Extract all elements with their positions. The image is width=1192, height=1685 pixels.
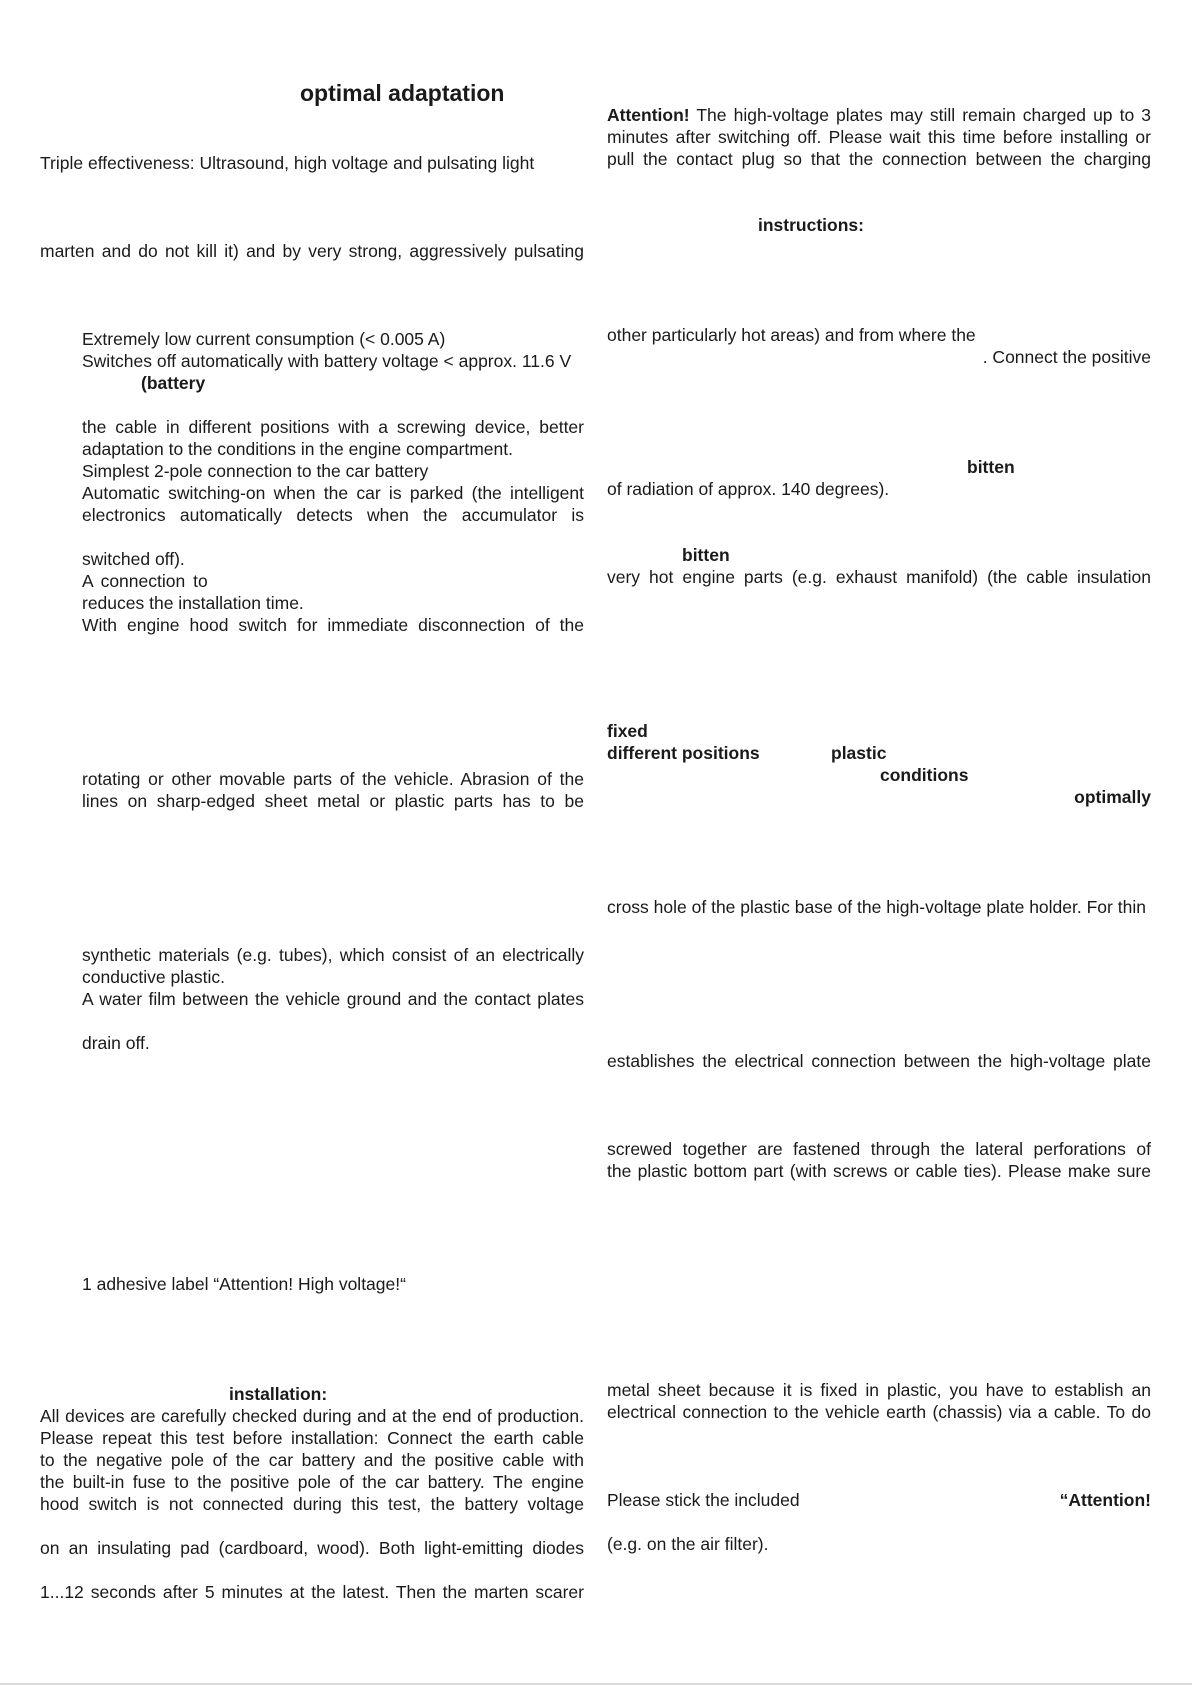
attention-quote-word: “Attention! <box>1059 1490 1151 1510</box>
hot-areas-line: other particularly hot areas) and from where the <box>607 325 976 345</box>
feature-cable-2: adaptation to the conditions in the engine compartment. <box>82 439 513 459</box>
feature-hood: With engine hood switch for immediate disconnection of the <box>82 615 584 635</box>
optimally-word: optimally <box>1074 787 1151 807</box>
installation-heading: installation: <box>229 1384 328 1404</box>
feature-auto-1: Automatic switching-on when the car is parked (the intelligent <box>82 483 584 503</box>
triple-effectiveness-line: Triple effectiveness: Ultrasound, high voltage and pulsating light <box>40 153 535 173</box>
air-filter-line: (e.g. on the air filter). <box>607 1534 769 1554</box>
feature-switched-off: switched off). <box>82 549 185 569</box>
installation-line-6: on an insulating pad (cardboard, wood). Both light-emitting diodes <box>40 1538 584 1558</box>
installation-line-3: to the negative pole of the car battery and the positive cable with <box>40 1450 584 1470</box>
feature-auto-2: electronics automatically detects when the accumulator is <box>82 505 584 525</box>
bitten-word-2: bitten <box>682 545 730 565</box>
fixed-word: fixed <box>607 721 648 741</box>
attention-line-2: minutes after switching off. Please wait this time before installing or <box>607 127 1151 147</box>
establishes-line: establishes the electrical connection between the high-voltage plate <box>607 1051 1151 1071</box>
installation-line-2: Please repeat this test before installation: Connect the earth cable <box>40 1428 584 1448</box>
synthetic-line-2: conductive plastic. <box>82 967 225 987</box>
connect-positive-line: . Connect the positive <box>982 347 1151 367</box>
installation-line-7: 1...12 seconds after 5 minutes at the latest. Then the marten scarer <box>40 1582 584 1602</box>
synthetic-line-1: synthetic materials (e.g. tubes), which consist of an electrically <box>82 945 584 965</box>
metal-sheet-line-1: metal sheet because it is fixed in plastic, you have to establish an <box>607 1380 1151 1400</box>
screwed-line-2: the plastic bottom part (with screws or cable ties). Please make sure <box>607 1161 1151 1181</box>
screwed-line-1: screwed together are fastened through the lateral perforations of <box>607 1139 1151 1159</box>
attention-line-1 <box>607 104 1151 126</box>
drain-line: drain off. <box>82 1033 150 1053</box>
section-title: optimal adaptation <box>300 80 505 106</box>
attention-text: The high-voltage plates may still remain charged up to 3 <box>689 105 1151 125</box>
installation-line-4: the built-in fuse to the positive pole of the car battery. The engine <box>40 1472 584 1492</box>
attention-bold: Attention! <box>607 105 690 125</box>
adhesive-label-line: 1 adhesive label “Attention! High voltage!“ <box>82 1274 406 1294</box>
radiation-line: of radiation of approx. 140 degrees). <box>607 479 890 499</box>
rotating-line-1: rotating or other movable parts of the vehicle. Abrasion of the <box>82 769 584 789</box>
marten-line: marten and do not kill it) and by very strong, aggressively pulsating <box>40 241 584 261</box>
stick-label-line: Please stick the included <box>607 1490 800 1510</box>
bitten-word-1: bitten <box>967 457 1015 477</box>
installation-line-5: hood switch is not connected during this test, the battery voltage <box>40 1494 584 1514</box>
feature-simplest: Simplest 2-pole connection to the car battery <box>82 461 429 481</box>
feature-a-connection: A connection to <box>82 571 208 591</box>
water-line: A water film between the vehicle ground and the contact plates <box>82 989 584 1009</box>
attention-line-3: pull the contact plug so that the connection between the charging <box>607 149 1151 169</box>
different-positions-word: different positions <box>607 743 760 763</box>
feature-battery: (battery <box>141 373 206 393</box>
rotating-line-2: lines on sharp-edged sheet metal or plastic parts has to be <box>82 791 584 811</box>
metal-sheet-line-2: electrical connection to the vehicle earth (chassis) via a cable. To do <box>607 1402 1151 1422</box>
feature-reduces: reduces the installation time. <box>82 593 304 613</box>
very-hot-line: very hot engine parts (e.g. exhaust manifold) (the cable insulation <box>607 567 1151 587</box>
plastic-word: plastic <box>831 743 887 763</box>
instructions-heading: instructions: <box>758 215 864 235</box>
conditions-word: conditions <box>880 765 969 785</box>
installation-line-1: All devices are carefully checked during and at the end of production. <box>40 1406 584 1426</box>
cross-hole-line: cross hole of the plastic base of the high-voltage plate holder. For thin <box>607 897 1146 917</box>
feature-switches-off: Switches off automatically with battery voltage < approx. 11.6 V <box>82 351 572 371</box>
feature-cable-1: the cable in different positions with a screwing device, better <box>82 417 584 437</box>
feature-current: Extremely low current consumption (< 0.005 A) <box>82 329 446 349</box>
